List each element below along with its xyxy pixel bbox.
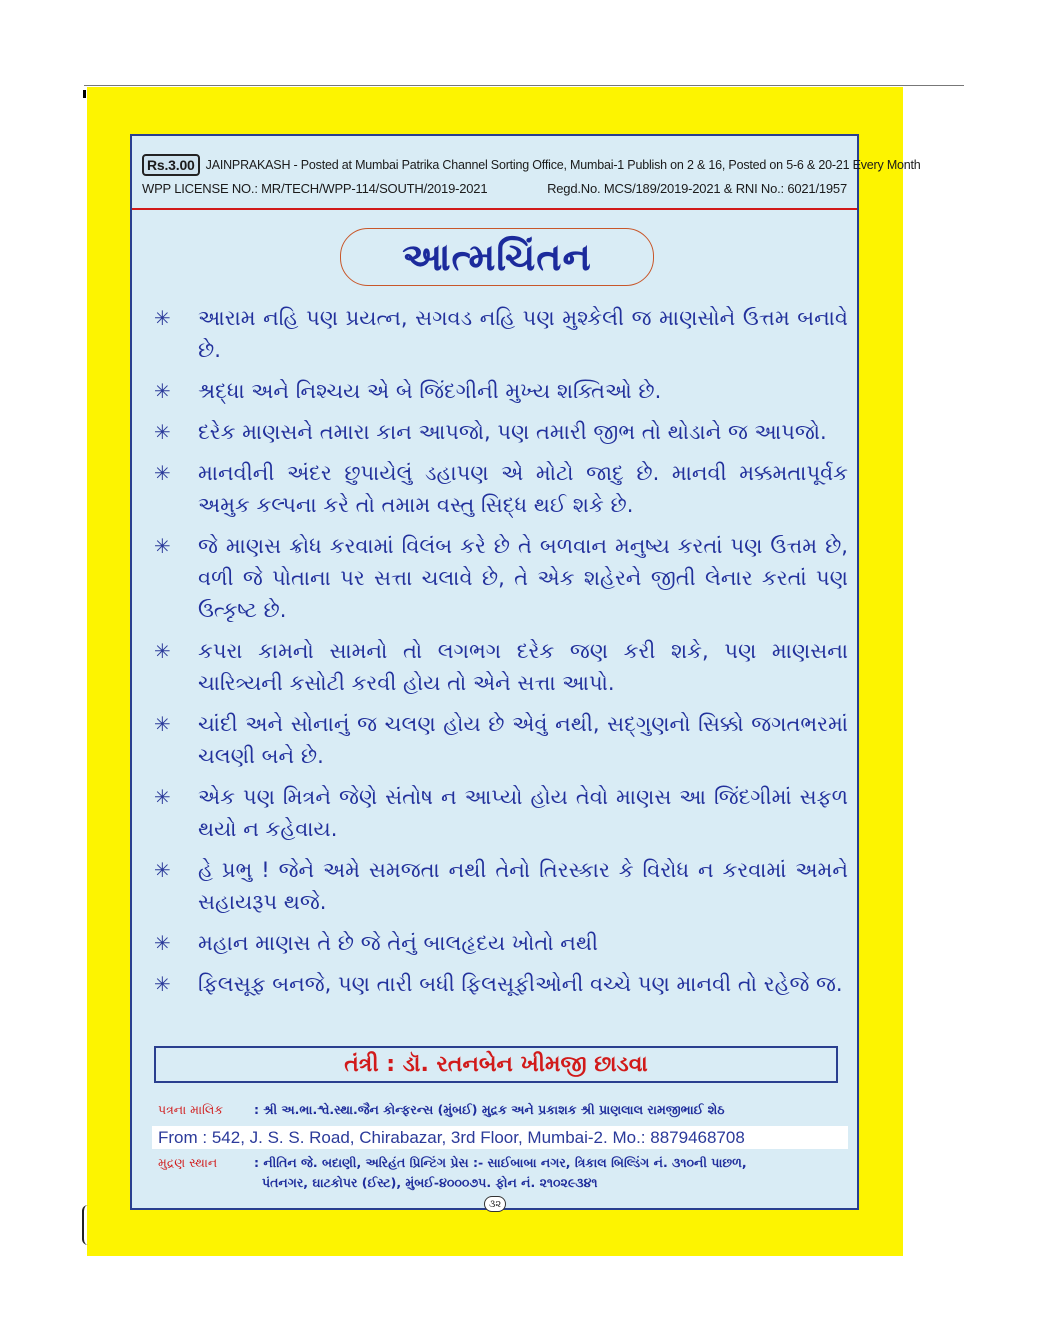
quote-text: હે પ્રભુ ! જેને અમે સમજતા નથી તેનો તિરસ્કાર કે વિરોધ ન કરવામાં અમને સહાયરૂપ થજે. [198,858,848,914]
owner-label: પત્રના માલિક [158,1102,224,1117]
registration-number: Regd.No. MCS/189/2019-2021 & RNI No.: 6021/1957 [547,181,847,196]
quote-text: શ્રદ્ધા અને નિશ્ચય એ બે જિંદગીની મુખ્ય શક્તિઓ છે. [198,379,662,403]
quote-text: મહાન માણસ તે છે જે તેનું બાલહૃદય ખોતો નથી [198,931,599,955]
quote-text: આરામ નહિ પણ પ્રયત્ન, સગવડ નહિ પણ મુશ્કેલી જ માણસોને ઉત્તમ બનાવે છે. [198,306,848,362]
quote-text: માનવીની અંદર છુપાયેલું ડહાપણ એ મોટો જાદુ છે. માનવી મક્કમતાપૂર્વક અમુક કલ્પના કરે તો તમામ વસ્તુ સિદ્ધ થઈ શકે છે. [198,461,848,517]
owner-value: : શ્રી અ.ભા.શ્વે.સ્થા.જૈન કોન્ફરન્સ (મુંબઈ) મુદ્રક અને પ્રકાશક શ્રી પ્રાણલાલ રામજીભાઈ શેઠ [254,1102,725,1117]
printer-address: પંતનગર, ઘાટકોપર (ઈસ્ટ), મુંબઈ-૪૦૦૦૭૫. ફોન નં. ૨૧૦૨૯૩૪૧ [262,1175,598,1190]
quote-text: ફિલસૂફ બનજે, પણ તારી બધી ફિલસૂફીઓની વચ્ચે પણ માનવી તો રહેજે જ. [198,972,843,996]
asterisk-bullet-icon: ✳ [154,712,171,736]
binding-bracket [82,1205,90,1245]
asterisk-bullet-icon: ✳ [154,972,171,996]
editor-box [154,1046,838,1083]
page-number: ૩૨ [484,1196,506,1212]
quote-text: ચાંદી અને સોનાનું જ ચલણ હોય છે એવું નથી, સદ્ગુણનો સિક્કો જગતભરમાં ચલણી બને છે. [198,712,848,768]
posting-info: JAINPRAKASH - Posted at Mumbai Patrika Channel Sorting Office, Mumbai-1 Publish on 2 & 16, Posted on 5-6 & 20-21 Every Month [205,158,921,172]
asterisk-bullet-icon: ✳ [154,534,171,558]
top-rule [84,85,964,86]
printer-value: : નીતિન જે. બદાણી, અરિહંત પ્રિન્ટિંગ પ્રેસ :- સાઈબાબા નગર, ત્રિકાલ બિલ્ડિંગ નં. ૩૧૦ની પાછળ, [254,1155,747,1170]
header-divider [132,208,857,210]
address-bar: From : 542, J. S. S. Road, Chirabazar, 3rd Floor, Mumbai-2. Mo.: 8879468708 [152,1126,848,1149]
margin-mark [83,90,86,98]
asterisk-bullet-icon: ✳ [154,639,171,663]
quote-text: જે માણસ ક્રોધ કરવામાં વિલંબ કરે છે તે બળવાન મનુષ્ય કરતાં પણ ઉત્તમ છે, વળી જે પોતાના પર સત્તા ચલાવે છે, તે એક શહેરને જીતી લેનાર કરતાં પણ ઉત્કૃષ્ટ છે. [198,534,848,622]
postal-line [142,154,921,176]
page-title: આત્મચિંતન [402,234,592,279]
printer-row [158,1153,848,1173]
asterisk-bullet-icon: ✳ [154,379,171,403]
quote-text: દરેક માણસને તમારા કાન આપજો, પણ તમારી જીભ તો થોડાને જ આપજો. [198,420,827,444]
asterisk-bullet-icon: ✳ [154,306,171,330]
quote-item [152,927,848,959]
imprint-footer [158,1100,848,1193]
title-frame [340,228,654,286]
quote-item [152,375,848,407]
quote-text: કપરા કામનો સામનો તો લગભગ દરેક જણ કરી શકે, પણ માણસના ચારિત્ર્યની કસોટી કરવી હોય તો એને સત્તા આપો. [198,639,848,695]
quote-item [152,854,848,918]
postal-header [142,154,921,201]
quote-item [152,708,848,772]
quote-item [152,635,848,699]
quote-item [152,416,848,448]
quote-item [152,302,848,366]
quote-item [152,457,848,521]
quote-item [152,968,848,1000]
owner-row [158,1100,848,1120]
license-line [142,177,847,201]
wpp-license: WPP LICENSE NO.: MR/TECH/WPP-114/SOUTH/2019-2021 [142,181,488,196]
asterisk-bullet-icon: ✳ [154,461,171,485]
quote-text: એક પણ મિત્રને જેણે સંતોષ ન આપ્યો હોય તેવો માણસ આ જિંદગીમાં સફળ થયો ન કહેવાય. [198,785,848,841]
asterisk-bullet-icon: ✳ [154,858,171,882]
quote-item [152,781,848,845]
price-badge: Rs.3.00 [142,154,200,176]
printer-row-2 [158,1173,848,1193]
asterisk-bullet-icon: ✳ [154,785,171,809]
editor-credit: તંત્રી : ડૉ. રતનબેન ખીમજી છાડવા [344,1052,648,1077]
asterisk-bullet-icon: ✳ [154,931,171,955]
quote-list [152,302,848,1009]
printer-label: મુદ્રણ સ્થાન [158,1155,218,1170]
asterisk-bullet-icon: ✳ [154,420,171,444]
quote-item [152,530,848,626]
content-panel [130,134,921,1210]
